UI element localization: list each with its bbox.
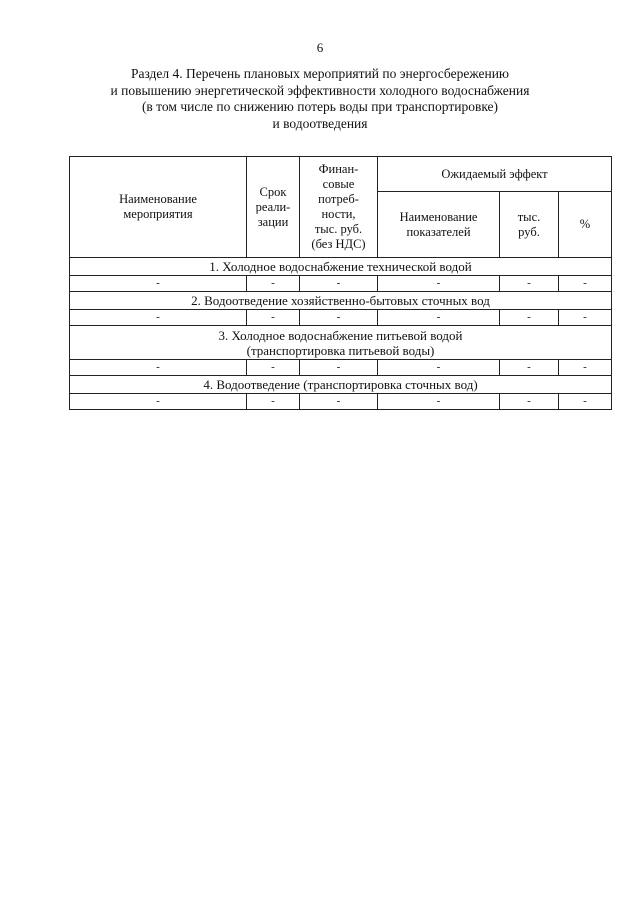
table-cell: -: [378, 360, 500, 376]
table-row: [70, 276, 612, 292]
title-line: и повышению энергетической эффективности холодного водоснабжения: [110, 82, 530, 98]
section-heading-line: (транспортировка питьевой воды): [246, 342, 435, 358]
table-cell: -: [70, 394, 247, 410]
header-text: зации: [257, 214, 289, 229]
header-text: мероприятия: [123, 207, 193, 221]
table-cell: -: [500, 310, 559, 326]
section-heading-line: 3. Холодное водоснабжение питьевой водой: [218, 327, 463, 343]
table-cell: -: [500, 394, 559, 410]
table-cell: -: [500, 276, 559, 292]
table-row: [70, 310, 612, 326]
section-heading: 2. Водоотведение хозяйственно-бытовых сточных вод: [70, 292, 612, 310]
header-indicator-name: [378, 192, 500, 258]
header-text: Наименование: [399, 209, 478, 224]
section-row: [70, 292, 612, 310]
section-row: [70, 376, 612, 394]
header-row: [70, 157, 612, 192]
table-cell: -: [70, 310, 247, 326]
header-text: Срок: [259, 184, 287, 199]
header-text: тыс. руб.: [314, 222, 363, 236]
header-measure-name: [70, 157, 247, 258]
table-cell: -: [378, 276, 500, 292]
section-heading: 4. Водоотведение (транспортировка сточных вод): [70, 376, 612, 394]
header-finance: [300, 157, 378, 258]
header-text: совые: [322, 177, 355, 191]
title-line: и водоотведения: [272, 115, 368, 131]
table-cell: -: [247, 394, 300, 410]
table-cell: -: [70, 276, 247, 292]
table-cell: -: [300, 360, 378, 376]
table-cell: -: [559, 394, 612, 410]
header-thousand-rub: [500, 192, 559, 258]
section-row: [70, 326, 612, 360]
header-text: (без НДС): [311, 237, 366, 251]
header-text: руб.: [518, 224, 540, 239]
measures-table: [69, 156, 612, 410]
header-percent: %: [559, 192, 612, 258]
table-cell: -: [300, 276, 378, 292]
table-cell: -: [378, 310, 500, 326]
title-line: (в том числе по снижению потерь воды при транспортировке): [141, 99, 499, 114]
table-row: [70, 394, 612, 410]
header-text: Наименование: [119, 192, 197, 206]
header-text: показателей: [406, 224, 471, 239]
section-row: [70, 258, 612, 276]
table-cell: -: [559, 276, 612, 292]
section-title: [60, 66, 580, 132]
table-cell: -: [247, 276, 300, 292]
header-expected-effect: Ожидаемый эффект: [378, 157, 612, 192]
table-cell: -: [300, 310, 378, 326]
table-row: [70, 360, 612, 376]
title-line: Раздел 4. Перечень плановых мероприятий по энергосбережению: [130, 66, 510, 81]
header-text: потреб-: [318, 192, 359, 206]
section-heading: 1. Холодное водоснабжение технической водой: [70, 258, 612, 276]
header-text: реали-: [255, 199, 291, 214]
header-text: тыс.: [517, 209, 541, 224]
section-heading: [70, 326, 612, 360]
header-text: ности,: [321, 207, 356, 221]
table-cell: -: [300, 394, 378, 410]
table-cell: -: [500, 360, 559, 376]
table-cell: -: [378, 394, 500, 410]
page-number: 6: [316, 40, 324, 55]
table-cell: -: [70, 360, 247, 376]
header-text: Финан-: [318, 162, 359, 176]
table-cell: -: [247, 310, 300, 326]
table-cell: -: [559, 360, 612, 376]
table-cell: -: [559, 310, 612, 326]
header-term: [247, 157, 300, 258]
table-cell: -: [247, 360, 300, 376]
